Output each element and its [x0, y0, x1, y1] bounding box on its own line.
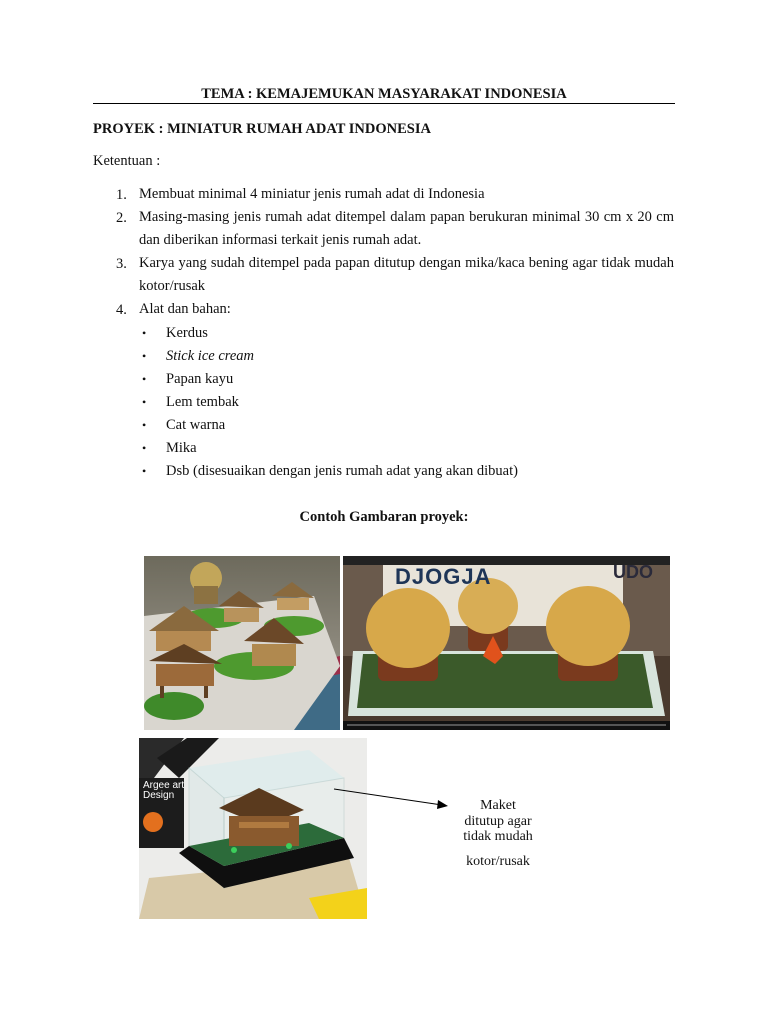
note-line: ditutup agar [464, 813, 532, 829]
material-item: Dsb (disesuaikan dengan jenis rumah adat yang akan dibuat) [166, 463, 518, 479]
bullet-icon: • [142, 326, 147, 340]
photo-honai-houses [343, 556, 670, 730]
bullet-icon: • [142, 395, 147, 409]
page-title: TEMA : KEMAJEMUKAN MASYARAKAT INDONESIA [201, 86, 567, 102]
material-item: Papan kayu [166, 371, 234, 387]
example-caption: Contoh Gambaran proyek: [299, 509, 469, 525]
rules-label: Ketentuan : [93, 153, 161, 169]
material-item: Lem tembak [166, 394, 239, 410]
shirt-logo-text: UDO [613, 562, 653, 582]
bullet-icon: • [142, 418, 147, 432]
material-item: Kerdus [166, 325, 208, 341]
list-number: 4. [116, 302, 127, 318]
material-item: Mika [166, 440, 197, 456]
list-item: Masing-masing jenis rumah adat ditempel dalam papan berukuran minimal 30 cm x 20 cm dan diberikan informasi terkait jenis rumah adat. [139, 209, 674, 248]
bullet-icon: • [142, 464, 147, 478]
material-item: Cat warna [166, 417, 226, 433]
list-number: 3. [116, 256, 127, 272]
note-line: Maket [480, 798, 516, 813]
studio-logo-text: Argee art [143, 780, 185, 791]
shirt-logo-text: DJOGJA [395, 564, 492, 589]
photo-glass-case-miniature [139, 738, 367, 919]
title-divider [93, 103, 675, 104]
note-line: tidak mudah [463, 829, 533, 844]
project-title: PROYEK : MINIATUR RUMAH ADAT INDONESIA [93, 121, 431, 137]
list-item: Alat dan bahan: [139, 301, 231, 317]
note-line: kotor/rusak [466, 853, 530, 869]
list-number: 2. [116, 210, 127, 226]
list-item: Membuat minimal 4 miniatur jenis rumah adat di Indonesia [139, 186, 485, 202]
list-number: 1. [116, 187, 127, 203]
studio-logo-text: Design [143, 790, 175, 801]
arrow-icon [330, 780, 460, 820]
bullet-icon: • [142, 441, 147, 455]
bullet-icon: • [142, 349, 147, 363]
material-item: Stick ice cream [166, 348, 255, 364]
photo-miniature-village [144, 556, 340, 730]
case-note [448, 798, 548, 869]
bullet-icon: • [142, 372, 147, 386]
list-item: Karya yang sudah ditempel pada papan ditutup dengan mika/kaca bening agar tidak mudah kotor/rusak [139, 255, 674, 294]
